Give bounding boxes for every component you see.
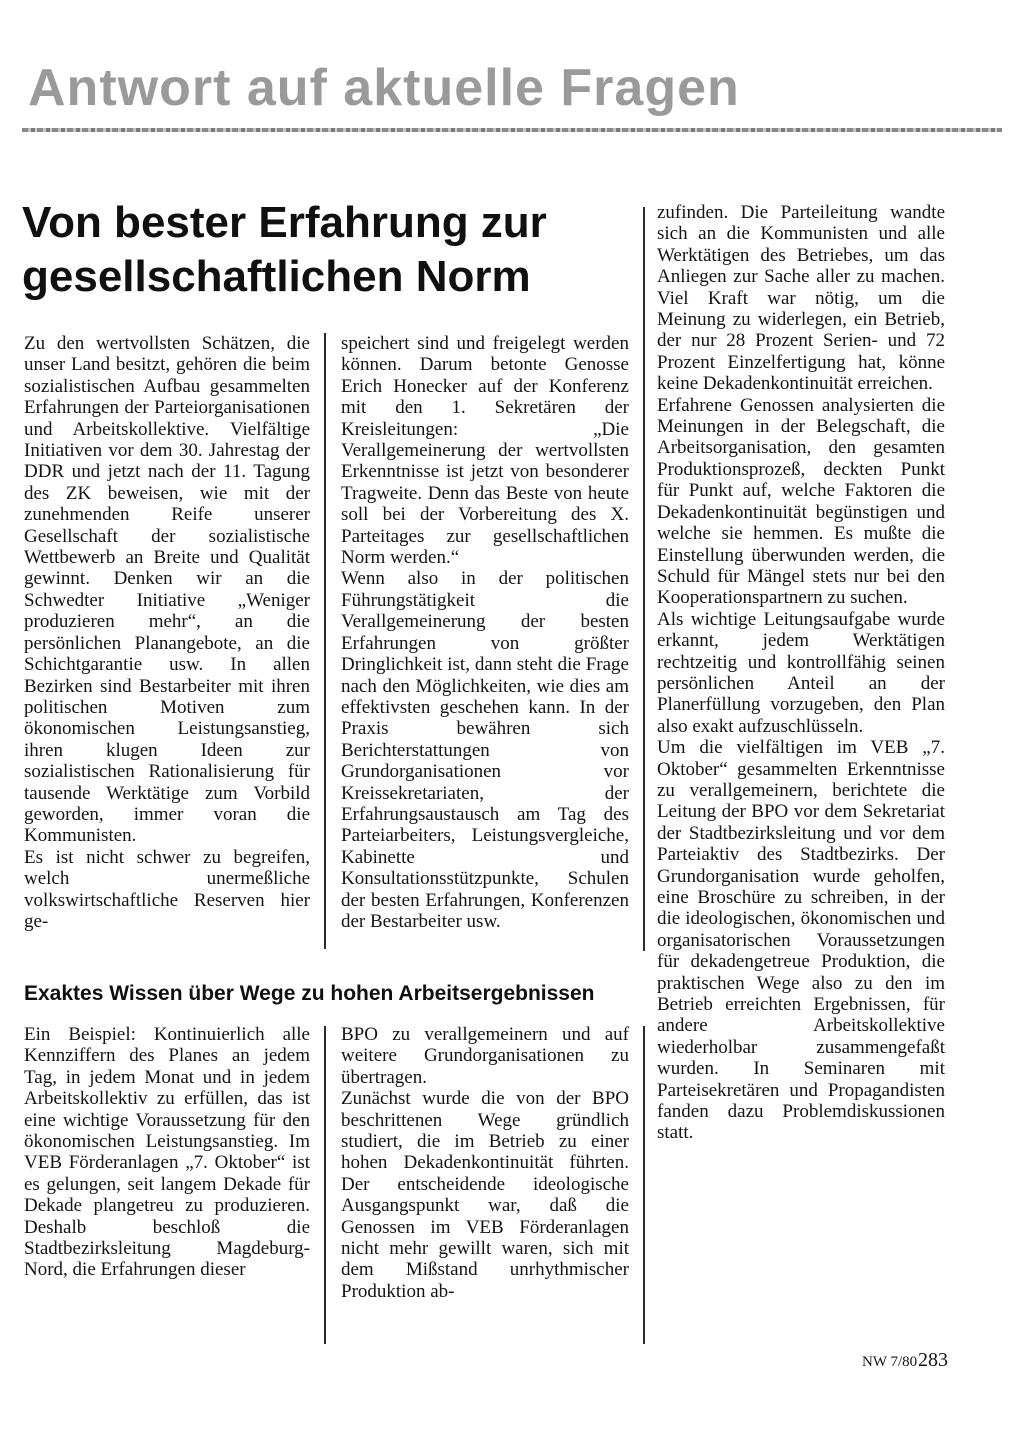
column-lower-left — [24, 1024, 310, 1281]
paragraph: Es ist nicht schwer zu begreifen, welch unermeßliche volkswirtschaftliche Reserven hier ge- — [24, 846, 310, 932]
section-subheading: Exaktes Wissen über Wege zu hohen Arbeitsergebnissen — [24, 982, 595, 1005]
paragraph: Ein Beispiel: Kontinuierlich alle Kennziffern des Planes an jedem Tag, in jedem Monat und in jedem Arbeitskollektiv zu erfüllen, das ist eine wichtige Voraussetzung für den ökonomischen Leistungsanstieg. Im VEB Förderanlagen „7. Oktober“ ist es gelungen, seit langem Dekade für Dekade plangetreu zu produzieren. Deshalb beschloß die Stadtbezirksleitung Magdeburg-Nord, die Erfahrungen dieser — [24, 1024, 310, 1281]
magazine-issue: NW 7/80 — [862, 1354, 918, 1370]
column-divider — [324, 1026, 326, 1344]
column-divider — [643, 207, 645, 951]
column-divider — [324, 333, 326, 949]
paragraph: Zu den wertvollsten Schätzen, die unser Land besitzt, gehören die beim sozialistischen Aufbau gesammelten Erfahrungen der Parteiorganisationen und Arbeitskollektive. Vielfältige Initiativen vor dem 30. Jahrestag der DDR und jetzt nach der 11. Tagung des ZK beweisen, wie mit der zunehmenden Reife unserer Gesellschaft der sozialistische Wettbewerb an Breite und Qualität gewinnt. Denken wir an die Schwedter Initiative „Weniger produzieren mehr“, an die persönlichen Planangebote, an die Schichtgarantie usw. In allen Bezirken sind Bestarbeiter mit ihren politischen Motiven zum ökonomischen Leistungsanstieg, ihren klugen Ideen zur sozialistischen Rationalisierung für tausende Werktätige zum Vorbild geworden, immer voran die Kommunisten. — [24, 333, 310, 847]
column-upper-middle — [341, 333, 629, 932]
paragraph: zufinden. Die Parteileitung wandte sich an die Kommunisten und alle Werktätigen des Betriebes, um das Anliegen zur Sache aller zu machen. Viel Kraft war nötig, um die Meinung zu widerlegen, ein Betrieb, der nur 28 Prozent Serien- und 72 Prozent Einzelfertigung hat, könne keine Dekadenkontinuität erreichen. — [657, 202, 945, 395]
paragraph: Um die vielfältigen im VEB „7. Oktober“ gesammelten Erkenntnisse zu verallgemeinern, berichtete die Leitung der BPO vor dem Sekretariat der Stadtbezirksleitung und vor dem Parteiaktiv des Stadtbezirks. Der Grundorganisation wurde geholfen, eine Broschüre zu schreiben, in der die ideologischen, ökonomischen und organisatorischen Voraussetzungen für dekadengetreue Produktion, die praktischen Wege also zu den im Betrieb erreichten Ergebnissen, für andere Arbeitskollektive wiederholbar zusammengefaßt wurden. In Seminaren mit Parteisekretären und Propagandisten fanden dazu Problemdiskussionen statt. — [657, 737, 945, 1144]
column-divider — [643, 1026, 645, 1344]
paragraph: Als wichtige Leitungsaufgabe wurde erkannt, jedem Werktätigen rechtzeitig und kontrollfähig seinen persönlichen Anteil an der Planerfüllung vorzugeben, den Plan also exakt aufzuschlüsseln. — [657, 608, 945, 737]
paragraph: speichert sind und freigelegt werden können. Darum betonte Genosse Erich Honecker auf der Konferenz mit den 1. Sekretären der Kreisleitungen: „Die Verallgemeinerung der wertvollsten Erkenntnisse ist jetzt von besonderer Tragweite. Denn das Beste von heute soll bei der Vorbereitung des X. Parteitages zur gesellschaftlichen Norm werden.“ — [341, 333, 629, 569]
rubric-title: Antwort auf aktuelle Fragen — [28, 59, 740, 117]
column-lower-middle — [341, 1024, 629, 1302]
paragraph: Zunächst wurde die von der BPO beschrittenen Wege gründlich studiert, die im Betrieb zu einer hohen Dekadenkontinuität führten. Der entscheidende ideologische Ausgangspunkt war, daß die Genossen im VEB Förderanlagen nicht mehr gewillt waren, sich mit dem Mißstand unrhythmischer Produktion ab- — [341, 1088, 629, 1302]
paragraph: BPO zu verallgemeinern und auf weitere Grundorganisationen zu übertragen. — [341, 1024, 629, 1088]
paragraph: Erfahrene Genossen analysierten die Meinungen in der Belegschaft, die Arbeitsorganisation, den gesamten Produktionsprozeß, deckten Punkt für Punkt auf, welche Faktoren die Dekadenkontinuität begünstigen und welche sie hemmen. Es mußte die Einstellung überwunden werden, die Schuld für Mängel stets nur bei den Kooperationspartnern zu suchen. — [657, 394, 945, 609]
column-right — [657, 202, 945, 1144]
rubric-underline — [22, 128, 1002, 132]
paragraph: Wenn also in der politischen Führungstätigkeit die Verallgemeinerung der besten Erfahrungen von größter Dringlichkeit ist, dann steht die Frage nach den Möglichkeiten, wie dies am effektivsten geschehen kann. In der Praxis bewähren sich Berichterstattungen von Grundorganisationen vor Kreissekretariaten, der Erfahrungsaustausch am Tag des Parteiarbeiters, Leistungsvergleiche, Kabinette und Konsultationsstützpunkte, Schulen der besten Erfahrungen, Konferenzen der Bestarbeiter usw. — [341, 568, 629, 932]
page-number: 283 — [918, 1349, 948, 1371]
column-upper-left — [24, 333, 310, 932]
article-headline: Von bester Erfahrung zur gesellschaftlichen Norm — [22, 198, 547, 301]
